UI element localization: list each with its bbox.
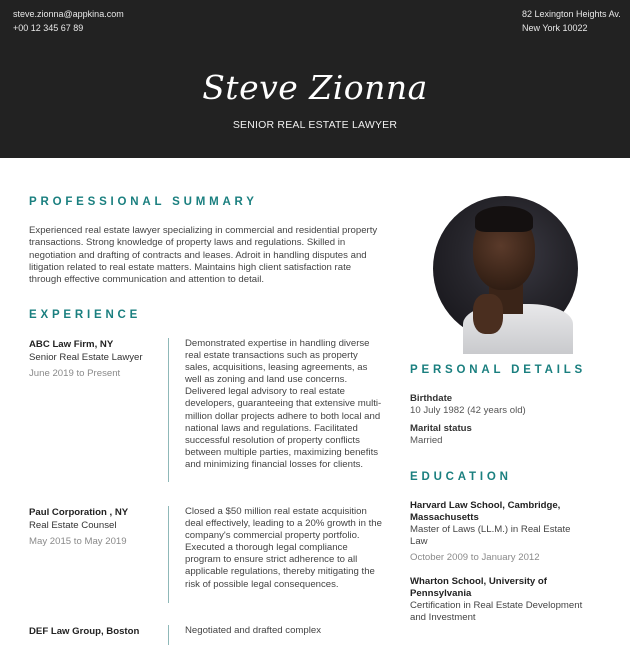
experience-company: ABC Law Firm, NY — [29, 339, 114, 350]
contact-left — [13, 7, 124, 35]
education-degree: Certification in Real Estate Development and Investment — [410, 600, 583, 623]
education-school: Harvard Law School, Cambridge, Massachusetts — [410, 500, 561, 523]
experience-description: Negotiated and drafted complex — [185, 625, 321, 636]
marital-status-value: Married — [410, 435, 443, 446]
education-item — [410, 500, 590, 564]
experience-dates: May 2015 to May 2019 — [29, 536, 127, 547]
experience-role: Real Estate Counsel — [29, 520, 117, 531]
experience-divider — [168, 506, 169, 603]
experience-description: Demonstrated expertise in handling diverse real estate transactions such as property sales, acquisitions, leasing agreements, as well as zoning and land use concerns. Delivered legal advisory to real estate developers, guaranteeing that extensive multi-million dollar projects adhere to both local and national laws and regulations. Facilitated successful resolution of property conflicts between multiple parties, maximizing benefits and minimizing financial losses for clients. — [185, 338, 382, 470]
candidate-title: SENIOR REAL ESTATE LAWYER — [232, 119, 398, 131]
experience-heading: EXPERIENCE — [29, 309, 142, 321]
profile-photo — [433, 196, 578, 341]
experience-company: DEF Law Group, Boston — [29, 626, 140, 637]
experience-divider — [168, 338, 169, 482]
education-school: Wharton School, University of Pennsylvania — [410, 576, 547, 599]
education-degree: Master of Laws (LL.M.) in Real Estate Law — [410, 524, 571, 547]
personal-details-heading: PERSONAL DETAILS — [410, 364, 587, 376]
experience-company: Paul Corporation , NY — [29, 507, 129, 518]
candidate-name: Steve Zionna — [202, 68, 428, 107]
resume-header — [0, 0, 630, 158]
birthdate-label: Birthdate — [410, 393, 453, 404]
experience-dates: June 2019 to Present — [29, 368, 121, 379]
education-heading: EDUCATION — [410, 471, 512, 483]
address-line-1: 82 Lexington Heights Av. — [522, 9, 621, 19]
phone-number: +00 12 345 67 89 — [13, 23, 84, 33]
education-item — [410, 576, 590, 624]
contact-right — [522, 7, 621, 35]
experience-description: Closed a $50 million real estate acquisition deal effectively, leading to a 20% growth in the company's commercial property portfolio. Executed a thorough legal compliance program to ensure strict adherence to all applicable regulations, thereby mitigating the risk of possible legal consequences. — [185, 506, 382, 590]
address-line-2: New York 10022 — [522, 23, 588, 33]
email-link[interactable]: steve.zionna@appkina.com — [13, 9, 124, 19]
education-dates: October 2009 to January 2012 — [410, 552, 540, 563]
marital-status-label: Marital status — [410, 423, 472, 434]
summary-heading: PROFESSIONAL SUMMARY — [29, 196, 258, 208]
summary-text: Experienced real estate lawyer specializing in commercial and residential property transactions. Strong knowledge of property laws and regulations. Skilled in negotiation and drafting of contracts and leases. Adroit in handling disputes and litigation related to real estate matters. Maintains high client satisfaction rate through effective communication and attention to detail. — [29, 225, 378, 286]
experience-role: Senior Real Estate Lawyer — [29, 352, 143, 363]
experience-divider — [168, 625, 169, 645]
birthdate-value: 10 July 1982 (42 years old) — [410, 405, 526, 416]
